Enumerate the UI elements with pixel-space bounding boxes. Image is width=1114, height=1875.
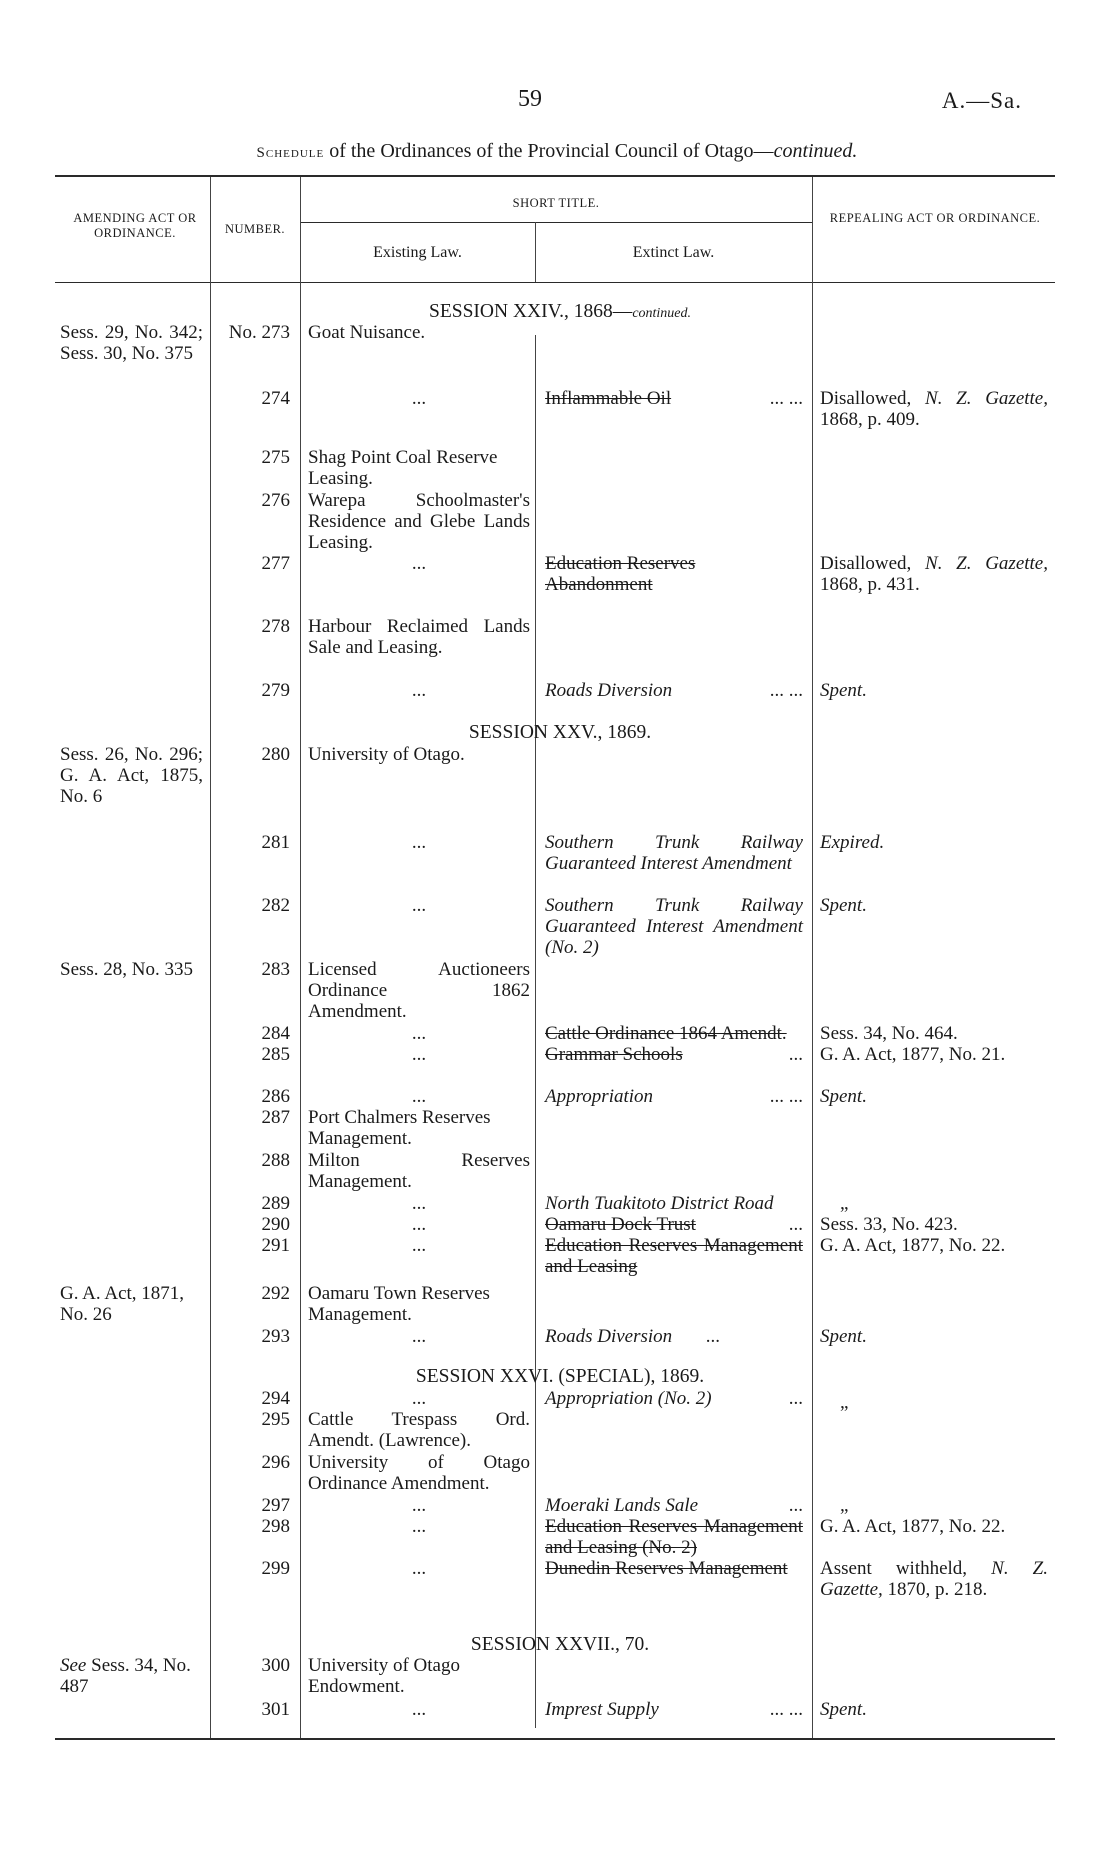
number-cell: 298 xyxy=(261,1516,290,1537)
number-cell: 289 xyxy=(261,1193,290,1214)
existing-law-cell: Cattle Trespass Ord. Amendt. (Lawrence). xyxy=(308,1409,530,1451)
extinct-title: Grammar Schools xyxy=(545,1044,683,1065)
number-cell: 299 xyxy=(261,1558,290,1579)
leader-dots: ... ... xyxy=(769,388,803,409)
number-cell: 292 xyxy=(261,1283,290,1304)
existing-law-cell: ... xyxy=(411,388,427,409)
header-extinct-law: Extinct Law. xyxy=(632,244,715,261)
number-cell: 291 xyxy=(261,1235,290,1256)
header-bottom-rule xyxy=(55,282,1055,283)
amending-see: See xyxy=(60,1655,87,1676)
existing-law-cell: ... xyxy=(411,680,427,701)
extinct-title: Imprest Supply xyxy=(545,1699,659,1720)
extinct-title: Moeraki Lands Sale xyxy=(545,1495,699,1516)
existing-law-cell: ... xyxy=(411,1044,427,1065)
header-repealing: REPEALING ACT OR ORDINANCE. xyxy=(829,211,1041,225)
existing-law-cell: Harbour Reclaimed Lands Sale and Leasing. xyxy=(308,616,530,658)
number-cell: 279 xyxy=(261,680,290,701)
repealing-text: Disallowed, xyxy=(820,553,926,574)
extinct-title: Roads Diversion xyxy=(545,1326,673,1347)
existing-law-cell: ... xyxy=(411,1214,427,1235)
repealing-text: 1868, p. 409. xyxy=(820,409,920,430)
header-short-title: SHORT TITLE. xyxy=(512,196,600,210)
session-heading xyxy=(200,301,920,324)
extinct-law-cell: Education Reserves Abandonment xyxy=(545,553,696,595)
existing-law-cell: ... xyxy=(411,1326,427,1347)
repealing-gazette: N. Z. Gazette, xyxy=(925,553,1048,574)
heading-main: of the Ordinances of the Provincial Council of Otago— xyxy=(329,140,774,162)
amending-cell: Sess. 28, No. 335 xyxy=(60,959,194,980)
existing-law-cell: ... xyxy=(411,553,427,574)
number-cell: 282 xyxy=(261,895,290,916)
leader-dots: ... ... xyxy=(769,680,803,701)
repealing-gazette: N. Z. Gazette, xyxy=(925,388,1048,409)
extinct-law-cell xyxy=(545,1044,803,1065)
extinct-law-cell: North Tuakitoto District Road xyxy=(545,1193,774,1214)
existing-law-cell: ... xyxy=(411,1235,427,1256)
extinct-title: Inflammable Oil xyxy=(545,388,672,409)
repealing-cell: Spent. xyxy=(820,1326,867,1347)
existing-law-cell: ... xyxy=(411,1516,427,1537)
leader-dots: ... xyxy=(788,1495,803,1516)
existing-law-cell: Goat Nuisance. xyxy=(308,322,426,343)
extinct-law-cell xyxy=(545,1086,803,1107)
extinct-law-cell: Education Reserves Management and Leasing (No. 2) xyxy=(545,1516,803,1558)
extinct-law-cell xyxy=(545,1495,803,1516)
existing-law-cell: ... xyxy=(411,1086,427,1107)
existing-law-cell: Licensed Auctioneers Ordinance 1862 Amendment. xyxy=(308,959,530,1022)
repealing-cell: „ xyxy=(840,1495,849,1516)
extinct-law-cell xyxy=(545,1388,803,1409)
number-cell: 296 xyxy=(261,1452,290,1473)
repealing-cell: Spent. xyxy=(820,680,867,701)
header-existing-law: Existing Law. xyxy=(373,244,462,261)
leader-dots: ... xyxy=(788,1214,803,1235)
number-cell: 280 xyxy=(261,744,290,765)
extinct-law-cell xyxy=(545,680,803,701)
existing-law-cell: Shag Point Coal Reserve Leasing. xyxy=(308,447,498,489)
amending-text: Sess. 34, No. 487 xyxy=(60,1655,191,1697)
repealing-cell: Expired. xyxy=(820,832,885,853)
heading-continued: continued. xyxy=(773,140,858,162)
leader-dots: ... ... xyxy=(769,1086,803,1107)
extinct-title: Oamaru Dock Trust xyxy=(545,1214,696,1235)
repealing-cell: Sess. 34, No. 464. xyxy=(820,1023,958,1044)
existing-law-cell: Milton Reserves Management. xyxy=(308,1150,530,1192)
existing-law-cell: ... xyxy=(411,1023,427,1044)
number-cell: 294 xyxy=(261,1388,290,1409)
existing-law-cell: ... xyxy=(411,895,427,916)
extinct-law-cell xyxy=(545,1214,803,1235)
extinct-title: Roads Diversion xyxy=(545,680,673,701)
extinct-law-cell: Education Reserves Management and Leasing xyxy=(545,1235,803,1277)
amending-cell: Sess. 26, No. 296; G. A. Act, 1875, No. 6 xyxy=(60,744,203,807)
extinct-law-cell xyxy=(545,1326,720,1347)
amending-cell: Sess. 29, No. 342; Sess. 30, No. 375 xyxy=(60,322,203,364)
existing-law-cell: ... xyxy=(411,832,427,853)
number-cell: 278 xyxy=(261,616,290,637)
repealing-cell: „ xyxy=(840,1392,849,1413)
repealing-cell xyxy=(820,388,1048,430)
session-heading: SESSION XXVII., 70. xyxy=(470,1634,650,1655)
number-cell: No. 273 xyxy=(228,322,290,343)
extinct-title: Appropriation xyxy=(545,1086,654,1107)
number-cell: 287 xyxy=(261,1107,290,1128)
repealing-cell: „ xyxy=(840,1193,849,1214)
existing-law-cell: ... xyxy=(411,1699,427,1720)
repealing-cell: Spent. xyxy=(820,1699,867,1720)
repealing-text: Disallowed, xyxy=(820,388,926,409)
leader-dots: ... xyxy=(788,1044,803,1065)
existing-law-cell: Oamaru Town Reserves Management. xyxy=(308,1283,490,1325)
column-divider-existing-extinct xyxy=(535,335,536,1728)
number-cell: 290 xyxy=(261,1214,290,1235)
repealing-cell: Sess. 33, No. 423. xyxy=(820,1214,958,1235)
number-cell: 275 xyxy=(261,447,290,468)
existing-law-cell: University of Otago. xyxy=(308,744,465,765)
repealing-cell xyxy=(820,1558,1048,1600)
extinct-law-cell xyxy=(545,1699,803,1720)
extinct-law-cell: Southern Trunk Railway Guaranteed Interest Amendment (No. 2) xyxy=(545,895,803,958)
session-continued: continued. xyxy=(632,306,692,321)
existing-law-cell: University of Otago Ordinance Amendment. xyxy=(308,1452,530,1494)
existing-law-cell: ... xyxy=(411,1558,427,1579)
number-cell: 281 xyxy=(261,832,290,853)
repealing-gazette: N. Z. Gazette, xyxy=(820,1558,1048,1600)
column-divider-repealing xyxy=(812,177,813,1738)
existing-law-cell: ... xyxy=(411,1388,427,1409)
repealing-text: 1868, p. 431. xyxy=(820,574,920,595)
number-cell: 288 xyxy=(261,1150,290,1171)
schedule-heading xyxy=(0,140,1114,163)
repealing-cell: G. A. Act, 1877, No. 21. xyxy=(820,1044,1006,1065)
existing-law-cell: ... xyxy=(411,1193,427,1214)
number-cell: 285 xyxy=(261,1044,290,1065)
number-cell: 276 xyxy=(261,490,290,511)
number-cell: 300 xyxy=(261,1655,290,1676)
amending-cell xyxy=(60,1655,210,1697)
number-cell: 283 xyxy=(261,959,290,980)
number-cell: 286 xyxy=(261,1086,290,1107)
repealing-text: Assent withheld, xyxy=(820,1558,992,1579)
repealing-text: 1870, p. 218. xyxy=(882,1579,988,1600)
number-cell: 277 xyxy=(261,553,290,574)
extinct-law-cell: Southern Trunk Railway Guaranteed Interest Amendment xyxy=(545,832,803,874)
repealing-cell: G. A. Act, 1877, No. 22. xyxy=(820,1235,1006,1256)
amending-cell: G. A. Act, 1871, No. 26 xyxy=(60,1283,185,1325)
repealing-cell: Spent. xyxy=(820,895,867,916)
leader-dots: ... ... xyxy=(769,1699,803,1720)
extinct-title: Appropriation (No. 2) xyxy=(545,1388,712,1409)
short-title-underline xyxy=(300,222,812,223)
session-heading: SESSION XXV., 1869. xyxy=(468,722,652,743)
extinct-law-cell: Cattle Ordinance 1864 Amendt. xyxy=(545,1023,787,1044)
number-cell: 293 xyxy=(261,1326,290,1347)
leader-dots: ... xyxy=(705,1326,720,1347)
extinct-law-cell: Dunedin Reserves Management xyxy=(545,1558,788,1579)
table-bottom-rule xyxy=(55,1738,1055,1740)
column-divider-number xyxy=(300,177,301,1738)
number-cell: 295 xyxy=(261,1409,290,1430)
header-number: NUMBER. xyxy=(224,222,286,236)
extinct-law-cell xyxy=(545,388,803,409)
existing-law-cell: ... xyxy=(411,1495,427,1516)
number-cell: 284 xyxy=(261,1023,290,1044)
table-top-rule xyxy=(55,175,1055,177)
number-cell: 297 xyxy=(261,1495,290,1516)
page-number: 59 xyxy=(518,86,542,112)
column-divider-amending xyxy=(210,177,211,1738)
session-title: SESSION XXIV., 1868— xyxy=(428,301,633,322)
heading-schedule-word: Schedule xyxy=(256,145,325,161)
document-reference: A.—Sa. xyxy=(941,88,1022,113)
repealing-cell: Spent. xyxy=(820,1086,867,1107)
header-amending: AMENDING ACT OR ORDINANCE. xyxy=(73,211,197,240)
repealing-cell: G. A. Act, 1877, No. 22. xyxy=(820,1516,1006,1537)
number-cell: 274 xyxy=(261,388,290,409)
repealing-cell xyxy=(820,553,1048,595)
existing-law-cell: Port Chalmers Reserves Management. xyxy=(308,1107,491,1149)
number-cell: 301 xyxy=(261,1699,290,1720)
existing-law-cell: Warepa Schoolmaster's Residence and Glebe Lands Leasing. xyxy=(308,490,530,553)
existing-law-cell: University of Otago Endowment. xyxy=(308,1655,460,1697)
leader-dots: ... xyxy=(788,1388,803,1409)
session-heading: SESSION XXVI. (SPECIAL), 1869. xyxy=(415,1366,705,1387)
